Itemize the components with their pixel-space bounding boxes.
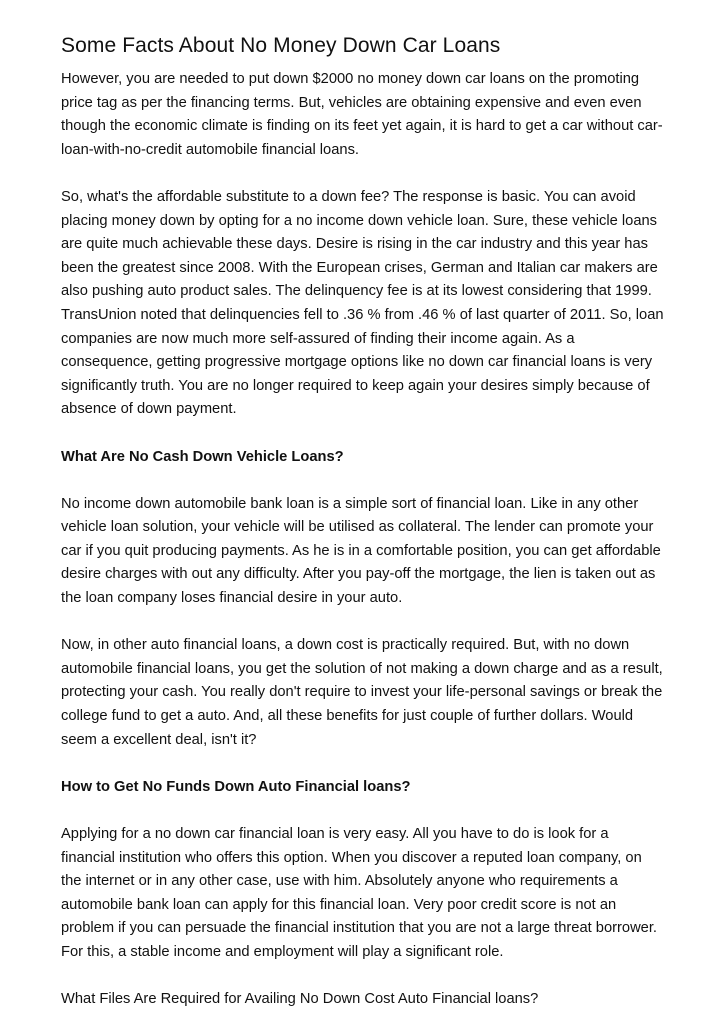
paragraph-line: desire charges with out any difficulty. After you pay-off the mortgage, the lien is taken out as (61, 566, 656, 583)
paragraph-line: problem if you can persuade the financial institution that you are not a large threat borrower. (61, 920, 658, 937)
section-heading (61, 446, 668, 470)
section-heading (61, 776, 668, 800)
paragraph-line: placing money down by opting for a no income down vehicle loan. Sure, these vehicle loans (61, 212, 658, 229)
paragraph-line: What Files Are Required for Availing No Down Cost Auto Financial loans? (61, 991, 539, 1008)
paragraph (61, 634, 668, 752)
paragraph (61, 988, 668, 1012)
paragraph-line: Applying for a no down car financial loan is very easy. All you have to do is look for a (61, 826, 609, 842)
paragraph-line: So, what's the affordable substitute to a down fee? The response is basic. You can avoid (61, 188, 636, 205)
paragraph-line: automobile financial loans, you get the solution of not making a down charge and as a result, (61, 660, 663, 677)
document-body (61, 68, 668, 1012)
paragraph (61, 493, 668, 611)
paragraph (61, 68, 668, 162)
paragraph-line: college fund to get a auto. And, all these benefits for just couple of further dollars. Would (61, 708, 634, 725)
paragraph-line: also pushing auto product sales. The delinquency fee is at its lowest considering that 1999. (61, 283, 652, 300)
document-title: Some Facts About No Money Down Car Loans (61, 34, 501, 57)
paragraph-line: companies are now much more self-assured of finding their income again. As a (61, 330, 575, 347)
paragraph-line: car if you quit producing payments. As he is in a comfortable position, you can get affordable (61, 542, 661, 559)
paragraph (61, 823, 668, 965)
paragraph-line: seem a excellent deal, isn't it? (61, 731, 257, 748)
paragraph-spacer (61, 965, 668, 989)
paragraph-line: However, you are needed to put down $2000 no money down car loans on the promoting (61, 71, 640, 87)
paragraph-spacer (61, 162, 668, 186)
paragraph-line: vehicle loan solution, your vehicle will be utilised as collateral. The lender can promote your (61, 519, 654, 536)
paragraph-line: TransUnion noted that delinquencies fell to .36 % from .46 % of last quarter of 2011. So, loan (61, 306, 664, 323)
paragraph-spacer (61, 752, 668, 776)
paragraph-line: significantly truth. You are no longer required to keep again your desires simply because of (61, 377, 650, 394)
paragraph-line: absence of down payment. (61, 401, 237, 418)
paragraph-line: loan-with-no-credit automobile financial loans. (61, 141, 359, 158)
paragraph-line: automobile bank loan can apply for this financial loan. Very poor credit score is not an (61, 896, 617, 913)
paragraph-line: though the economic climate is finding on its feet yet again, it is hard to get a car without car- (61, 118, 663, 135)
paragraph-line: been the greatest since 2008. With the European crises, German and Italian car makers are (61, 259, 658, 276)
paragraph-line: For this, a stable income and employment will play a significant role. (61, 943, 504, 960)
paragraph-spacer (61, 799, 668, 823)
paragraph-line: Now, in other auto financial loans, a down cost is practically required. But, with no down (61, 637, 630, 654)
paragraph-spacer (61, 469, 668, 493)
paragraph (61, 186, 668, 422)
paragraph-line: are quite much achievable these days. Desire is rising in the car industry and this year has (61, 236, 648, 253)
heading-line: How to Get No Funds Down Auto Financial loans? (61, 778, 411, 795)
heading-line: What Are No Cash Down Vehicle Loans? (61, 448, 344, 465)
paragraph-line: price tag as per the financing terms. But, vehicles are obtaining expensive and even even (61, 94, 642, 111)
paragraph-line: consequence, getting progressive mortgage options like no down car financial loans is very (61, 354, 653, 371)
paragraph-line: financial institution who offers this option. When you discover a reputed loan company, on (61, 849, 642, 866)
paragraph-line: the internet or in any other case, use with him. Absolutely anyone who requirements a (61, 873, 618, 890)
paragraph-spacer (61, 611, 668, 635)
paragraph-line: the loan company loses financial desire in your auto. (61, 590, 403, 607)
paragraph-spacer (61, 422, 668, 446)
paragraph-line: No income down automobile bank loan is a simple sort of financial loan. Like in any other (61, 495, 639, 512)
paragraph-line: protecting your cash. You really don't require to invest your life-personal savings or break the (61, 684, 663, 701)
